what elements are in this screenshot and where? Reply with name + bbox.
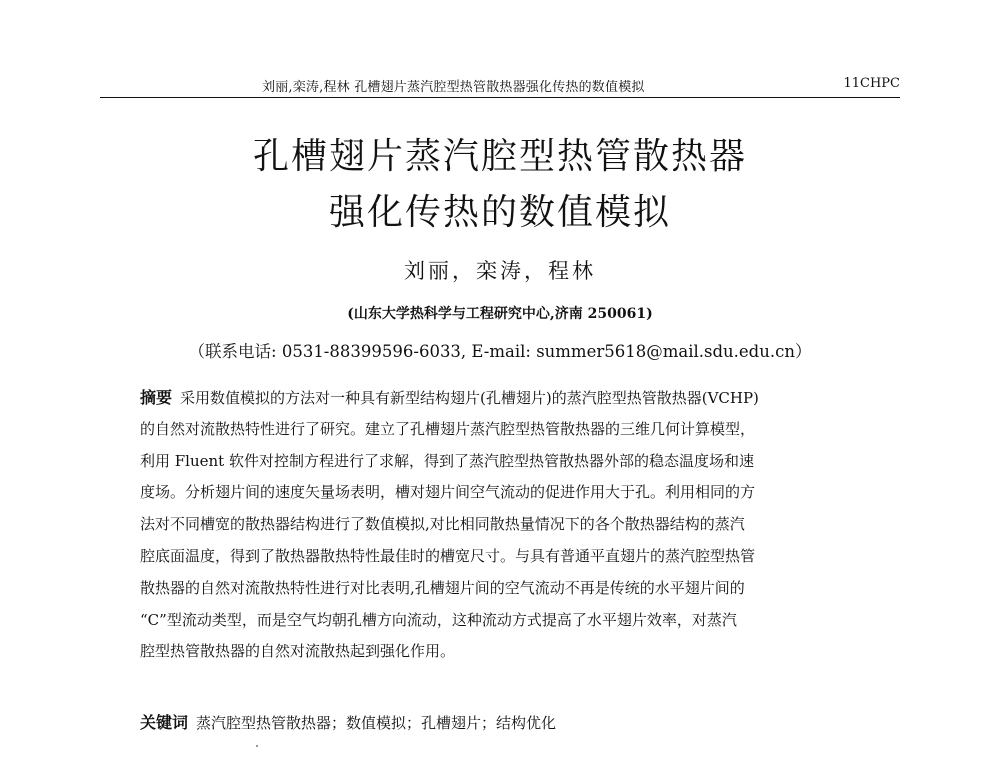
abstract-line: 利用 Fluent 软件对控制方程进行了求解，得到了蒸汽腔型热管散热器外部的稳态温度场和速 [140, 451, 754, 470]
abstract-text: 采用数值模拟的方法对一种具有新型结构翅片(孔槽翅片)的蒸汽腔型热管散热器(VCHP) [180, 389, 759, 407]
abstract-line: 散热器的自然对流散热特性进行对比表明,孔槽翅片间的空气流动不再是传统的水平翅片间的 [140, 578, 745, 597]
abstract-line [140, 382, 870, 414]
abstract-line: 法对不同槽宽的散热器结构进行了数值模拟,对比相同散热量情况下的各个散热器结构的蒸汽 [140, 515, 745, 534]
scan-speck [256, 745, 258, 747]
running-header [100, 74, 900, 96]
keywords-label: 关键词 [140, 713, 189, 732]
header-rule [100, 97, 900, 98]
keywords-text: 蒸汽腔型热管散热器；数值模拟；孔槽翅片；结构优化 [196, 714, 557, 732]
abstract [140, 382, 870, 668]
abstract-line: 腔型热管散热器的自然对流散热起到强化作用。 [140, 642, 456, 661]
conference-tag: 11CHPC [843, 76, 900, 91]
contact-info: （联系电话: 0531-88399596-6033, E-mail: summer5618@mail.sdu.edu.cn） [188, 342, 812, 361]
abstract-line: 腔底面温度，得到了散热器散热特性最佳时的槽宽尺寸。与具有普通平直翅片的蒸汽腔型热管 [140, 546, 756, 565]
abstract-line: 的自然对流散热特性进行了研究。建立了孔槽翅片蒸汽腔型热管散热器的三维几何计算模型， [140, 419, 756, 438]
abstract-label: 摘要 [140, 388, 173, 407]
keywords [140, 710, 870, 733]
abstract-line: 度场。分析翅片间的速度矢量场表明，槽对翅片间空气流动的促进作用大于孔。利用相同的方 [140, 483, 756, 502]
authors: 刘丽，栾涛，程林 [404, 259, 596, 283]
paper-title-line-1: 孔槽翅片蒸汽腔型热管散热器 [252, 136, 747, 177]
abstract-line: “C”型流动类型，而是空气均朝孔槽方向流动，这种流动方式提高了水平翅片效率，对蒸汽 [140, 610, 737, 629]
affiliation: (山东大学热科学与工程研究中心,济南 250061) [347, 306, 653, 322]
running-title: 刘丽,栾涛,程林 孔槽翅片蒸汽腔型热管散热器强化传热的数值模拟 [262, 80, 645, 95]
paper-title-line-2: 强化传热的数值模拟 [328, 192, 671, 233]
